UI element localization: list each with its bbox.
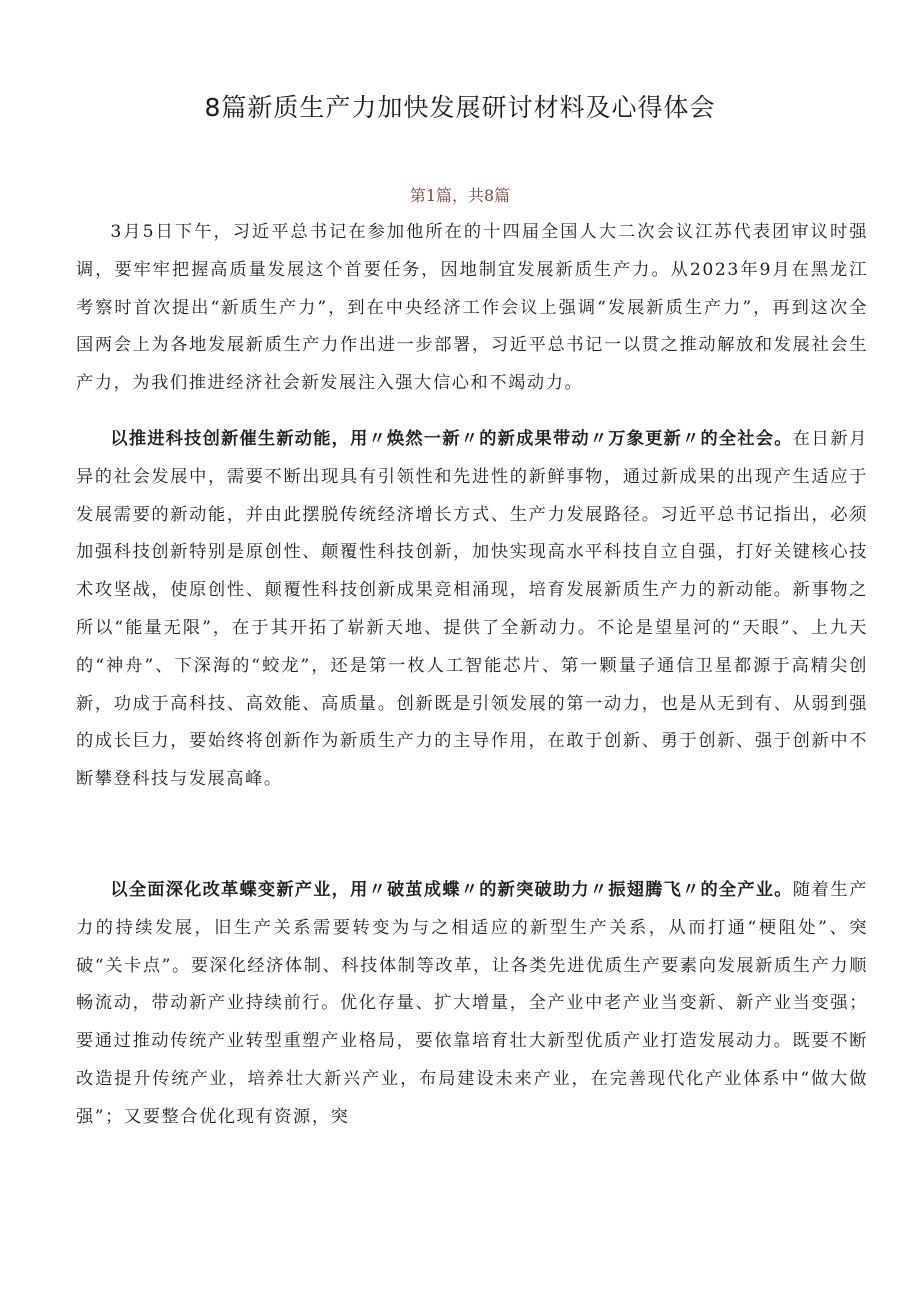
paragraph-2-lead: 以推进科技创新催生新动能，用〃焕然一新〃的新成果带动〃万象更新〃的全社会。 xyxy=(110,429,793,449)
paragraph-2 xyxy=(76,421,868,799)
part-label: 第1篇，共8篇 xyxy=(409,186,511,205)
paragraph-1 xyxy=(76,214,868,403)
paragraph-1-text: 3月5日下午，习近平总书记在参加他所在的十四届全国人大二次会议江苏代表团审议时强调，要牢牢把握高质量发展这个首要任务，因地制宜发展新质生产力。从2023年9月在黑龙江考察时首次提出“新质生产力”，到在中央经济工作会议上强调“发展新质生产力”，再到这次全国两会上为各地发展新质生产力作出进一步部署，习近平总书记一以贯之推动解放和发展社会生产力，为我们推进经济社会新发展注入强大信心和不竭动力。 xyxy=(76,222,868,394)
document-title: 8篇新质生产力加快发展研讨材料及心得体会 xyxy=(204,93,716,122)
paragraph-3 xyxy=(76,872,868,1137)
paragraph-3-text: 随着生产力的持续发展，旧生产关系需要转变为与之相适应的新型生产关系，从而打通“梗阻处”、突破“关卡点”。要深化经济体制、科技体制等改革，让各类先进优质生产要素向发展新质生产力顺畅流动，带动新产业持续前行。优化存量、扩大增量，全产业中老产业当变新、新产业当变强；要通过推动传统产业转型重塑产业格局，要依靠培育壮大新型优质产业打造发展动力。既要不断改造提升传统产业，培养壮大新兴产业，布局建设未来产业，在完善现代化产业体系中“做大做强”；又要整合优化现有资源，突 xyxy=(76,880,868,1127)
paragraph-3-lead: 以全面深化改革蝶变新产业，用〃破茧成蝶〃的新突破助力〃振翅腾飞〃的全产业。 xyxy=(110,880,793,900)
paragraph-2-text: 在日新月异的社会发展中，需要不断出现具有引领性和先进性的新鲜事物，通过新成果的出现产生适应于发展需要的新动能，并由此摆脱传统经济增长方式、生产力发展路径。习近平总书记指出，必须加强科技创新特别是原创性、颠覆性科技创新，加快实现高水平科技自立自强，打好关键核心技术攻坚战，使原创性、颠覆性科技创新成果竞相涌现，培育发展新质生产力的新动能。新事物之所以“能量无限”，在于其开拓了崭新天地、提供了全新动力。不论是望星河的“天眼”、上九天的“神舟”、下深海的“蛟龙”，还是第一枚人工智能芯片、第一颗量子通信卫星都源于高精尖创新，功成于高科技、高效能、高质量。创新既是引领发展的第一动力，也是从无到有、从弱到强的成长巨力，要始终将创新作为新质生产力的主导作用，在敢于创新、勇于创新、强于创新中不断攀登科技与发展高峰。 xyxy=(76,429,868,790)
